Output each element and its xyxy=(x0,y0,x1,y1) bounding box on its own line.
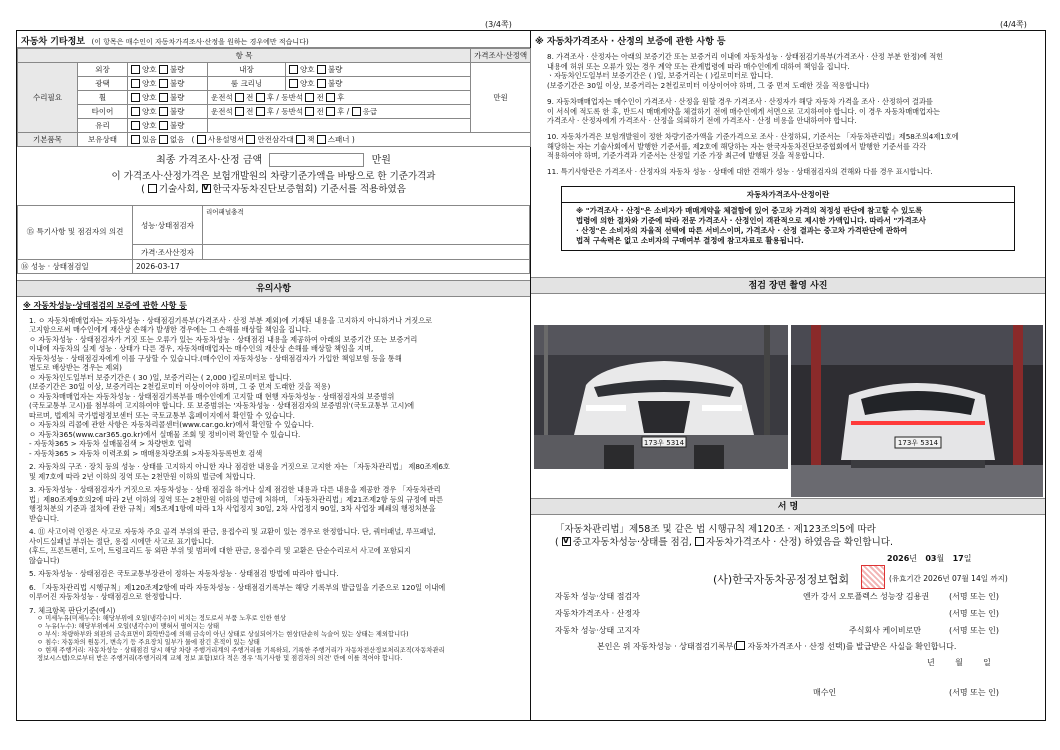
notice-line: (국토교통부 고시)를 첨부하여 고지하여야 합니다. 또 보증범위는 '자동차성능 · 상태점검자의 보증범위'(국토교통부 고시)에 xyxy=(29,401,415,411)
notice-line: 고지함으로써 매수인에게 재산상 손해가 발생한 경우에는 그 손해를 배상할 책임을 집니다. xyxy=(29,325,312,335)
notice-bar: 유의사항 xyxy=(17,280,530,297)
checkbox[interactable] xyxy=(159,79,168,88)
price-assessor-role: 자동차가격조사 · 산정자 xyxy=(555,609,640,618)
notice-list xyxy=(17,297,530,665)
checkbox[interactable] xyxy=(305,93,314,102)
price-inspector-label: 가격·조사산정자 xyxy=(133,245,203,260)
checkbox[interactable] xyxy=(235,93,244,102)
notice-line: 및 제7호에 따라 2년 이하의 징역 또는 2천만원 이하의 벌금에 처합니다. xyxy=(29,471,256,481)
price-assessor-sign: (서명 또는 인) xyxy=(949,609,999,618)
buyer-confirm: 본인은 위 자동차성능 · 상태점검기록부( 자동차가격조사 · 산정 선택)를 발급받은 사실을 확인합니다. xyxy=(597,642,957,651)
checkbox[interactable] xyxy=(256,93,265,102)
exterior-options: 양호 불량 xyxy=(128,63,208,77)
checkbox-price-select[interactable] xyxy=(736,641,745,650)
notice-line: ㅇ 자동차365(www.car365.go.kr)에서 실매물 조회 및 정비이력 확인할 수 있습니다. xyxy=(29,429,301,439)
col-price-header: 가격조사·산정액 xyxy=(471,49,531,63)
repair-price-unit: 만원 xyxy=(471,63,531,133)
notice-line: ㅇ 자동차인도일부터 보증기간은 ( 30 )일, 보증거리는 ( 2,000 )킬로미터로 합니다. xyxy=(29,372,292,382)
notice-line: 받습니다. xyxy=(29,513,60,523)
note-line: 가격조사 · 산정자에게 가격조사 · 산정을 의뢰하기 전에 가격조사 · 산정 비용을 안내하여야 합니다. xyxy=(547,116,857,126)
notice-line: 별도로 배상받는 경우는 제외) xyxy=(29,363,122,373)
notice-line: 6. 「자동차관리법 시행규칙」제120조제2항에 따라 자동차성능 · 상태점검기록부는 해당 기록부의 발급일을 기준으로 120일 이내에 xyxy=(29,582,446,592)
front-car-image xyxy=(534,325,788,469)
note-line: 10. 자동차가격은 보험개발원이 정한 차량기준가액을 기준가격으로 조사 · 산정하되, 기준서는 「자동차관리법」제58조의4제1호에 xyxy=(547,132,959,142)
rear-car-image xyxy=(791,325,1043,497)
notice-line: - 자동차365 > 자동차 이력조회 > 매매용차량조회 >자동차등록번호 검색 xyxy=(29,448,263,458)
checkbox[interactable] xyxy=(326,107,335,116)
notice-line: ㅇ 자동차성능 · 상태점검자가 거짓 또는 오류가 있는 자동차성능 · 상태점검 내용을 제공하여 아래의 보증기간 또는 보증거리 xyxy=(29,334,418,344)
checkbox-performance[interactable] xyxy=(562,537,571,546)
right-heading: ※ 자동차가격조사 · 산정의 보증에 관한 사항 등 xyxy=(535,37,726,47)
checkbox[interactable] xyxy=(326,93,335,102)
note-line: 내용에 허위 또는 오류가 있는 경우 계약 또는 관계법령에 따라 매수인에게 대하여 책임을 집니다. xyxy=(547,61,850,71)
rear-plate-text: 173우 5314 xyxy=(897,439,939,447)
inspector-role: 자동차 성능·상태 점검자 xyxy=(555,592,640,601)
checkbox[interactable] xyxy=(197,135,206,144)
row-tire: 타이어 xyxy=(78,105,128,119)
notice-line: 사이드실패널 부위는 절단, 용접 시에만 사고로 표기합니다. xyxy=(29,536,214,546)
note-8 xyxy=(537,52,1039,91)
buyer-date: 년 월 일 xyxy=(927,658,991,667)
note-line: 이 서식에 적도록 한 후, 반드시 매매계약을 체결하기 전에 매수인에게 서면으로 고지하여야 합니다. 이 경우 자동차매매업자는 xyxy=(547,106,940,116)
checkbox[interactable] xyxy=(352,107,361,116)
sign-statement-2: ( V중고자동차성능·상태를 점검, 자동차가격조사 · 산정) 하였음을 확인합니다. xyxy=(555,534,893,548)
checkbox[interactable] xyxy=(159,135,168,144)
checkbox[interactable] xyxy=(131,93,140,102)
row-glass: 유리 xyxy=(78,119,128,133)
wheel-options: 양호 불량 xyxy=(128,91,208,105)
definition-line: 법적 구속력은 없고 소비자의 구매여부 결정에 참고자료로 활용됩니다. xyxy=(576,235,804,245)
note-line: 8. 가격조사 · 산정자는 아래의 보증기간 또는 보증거리 이내에 자동차성능 · 상태점검기록부(가격조사 · 산정 부분 한정)에 적힌 xyxy=(547,52,944,61)
basic-holding: 보유상태 xyxy=(78,133,128,147)
page-number-left: (3/4쪽) xyxy=(485,20,512,29)
sign-statement-1: 「자동차관리법」제58조 및 같은 법 시행규칙 제120조 · 제123조의5에 따라 xyxy=(555,524,876,535)
notice-heading: ※ 자동차성능·상태점검의 보증에 관한 사항 등 xyxy=(23,301,187,310)
final-price-field[interactable] xyxy=(269,153,364,167)
wheel-positions: 운전석 전 후 / 동반석 전 후 xyxy=(208,91,471,105)
note-line: (보증기간은 30일 이상, 보증거리는 2천킬로미터 이상이어야 하며, 그 중 먼저 도래한 것을 적용합니다) xyxy=(547,81,870,91)
right-notes xyxy=(531,49,1045,180)
checkbox[interactable] xyxy=(159,65,168,74)
checkbox[interactable] xyxy=(296,135,305,144)
left-page xyxy=(16,30,531,721)
checkbox[interactable] xyxy=(131,65,140,74)
notice-line: ㅇ 자동차매매업자는 자동차성능 · 상태점검기록부를 매수인에게 고지할 때 현행 자동차성능 · 상태점검자의 보증범위 xyxy=(29,391,395,401)
definition-line: ※ "가격조사 · 산정"은 소비자가 매매계약을 체결함에 있어 중고차 가격의 적정성 판단에 참고할 수 있도록 xyxy=(576,205,923,215)
note-line: 9. 자동차매매업자는 매수인이 가격조사 · 산정을 원할 경우 가격조사 · 산정자가 해당 자동차 가격을 조사 · 산정하여 결과를 xyxy=(547,96,933,106)
criteria-line: 정보시스템)으로부터 받은 주행거리(주행거리계 교체 정보 포함)보다 적은 경우 '특기사항 및 점검자의 의견' 란에 이를 적어야 합니다. xyxy=(37,655,403,663)
criteria-line: ㅇ 침수: 자동차의 원동기, 변속기 등 주요장치 일부가 물에 잠긴 흔적이 있는 상태 xyxy=(37,639,260,647)
checkbox[interactable] xyxy=(317,135,326,144)
final-price-row xyxy=(17,147,530,171)
validity-period: (유효기간 2026년 07월 14일 까지) xyxy=(889,574,1008,583)
opinion-table xyxy=(17,205,530,274)
inspection-date-value: 2026-03-17 xyxy=(133,260,530,274)
notice-item-7-title: 7. 체크항목 판단기준(예시) xyxy=(29,605,116,615)
row-room-cleaning: 룸 크리닝 xyxy=(208,77,286,91)
notice-item-5: 5. 자동차성능 · 상태점검은 국토교통부장관이 정하는 자동차성능 · 상태점검 방법에 따라야 합니다. xyxy=(29,569,339,579)
col-item-header: 항 목 xyxy=(18,49,471,63)
criteria-line: ㅇ 현재 주행거리: 자동차성능 · 상태점검 당시 해당 차량 주행거리계의 주행거리를 기록하되, 기록한 주행거리가 자동차전산정보처리조직(자동차관리 xyxy=(37,647,445,655)
tire-positions: 운전석 전 후 / 동반석 전 후 / 응급 xyxy=(208,105,471,119)
notifier-name: 주식회사 케이비로만 xyxy=(849,626,922,635)
repair-label: 수리필요 xyxy=(18,63,78,133)
checkbox[interactable] xyxy=(131,79,140,88)
checkbox[interactable] xyxy=(159,93,168,102)
note-11: 11. 특기사항란은 가격조사 · 산정자의 자동차 성능 · 상태에 대한 견해가 성능 · 상태점검자의 견해와 다를 경우 표시합니다. xyxy=(547,167,933,177)
notice-line: 2. 자동차의 구조 · 장치 등의 성능 · 상태를 고지하지 아니한 자나 점검한 내용을 거짓으로 고지한 자는 「자동차관리법」 제80조제6호 xyxy=(29,462,450,472)
notice-item-7 xyxy=(23,615,524,663)
buyer-label: 매수인 xyxy=(813,688,837,697)
notice-item-6 xyxy=(23,583,524,602)
notice-line: 않습니다) xyxy=(29,555,60,565)
row-exterior: 외장 xyxy=(78,63,128,77)
glass-options: 양호 불량 xyxy=(128,119,208,133)
notifier-role: 자동차 성능·상태 고지자 xyxy=(555,626,640,635)
notice-line: 이내에 자동차의 실제 성능 · 상태가 다른 경우, 자동차매매업자는 매수인의 재산상 손해를 배상할 책임을 지며, xyxy=(29,344,374,354)
checkbox[interactable] xyxy=(235,107,244,116)
notice-item-3 xyxy=(23,485,524,523)
basis-text: 이 가격조사·산정가격은 보험개발원의 차량기준가액을 바탕으로 한 기준가격과 ( 기술사회, V 한국자동차진단보증협회) 기준서를 적용하였음 xyxy=(17,171,530,201)
criteria-line: ㅇ 누유(누수): 해당부위에서 오일(냉각수)이 맺혀서 떨어지는 상태 xyxy=(37,623,220,631)
special-notes-label: ⑮ 특기사항 및 점검자의 의견 xyxy=(18,206,133,260)
page-number-right: (4/4쪽) xyxy=(1000,20,1027,29)
definition-line: 법령에 의한 절차와 기준에 따라 전문 가격조사 · 산정인이 객관적으로 제시한 가액입니다. 따라서 "가격조사 xyxy=(576,215,926,225)
row-wheel: 휠 xyxy=(78,91,128,105)
front-photo xyxy=(534,325,788,469)
notice-line: - 자동차365 > 자동차 실매물검색 > 차량번호 입력 xyxy=(29,439,192,449)
definition-box xyxy=(561,186,1015,251)
note-line: ㆍ자동차인도일부터 보증기간은 ( )일, 보증거리는 ( )킬로미터로 합니다. xyxy=(547,71,774,81)
gloss-options: 양호 불량 xyxy=(128,77,208,91)
checkbox[interactable] xyxy=(159,121,168,130)
sign-bar: 서 명 xyxy=(531,498,1045,515)
notice-line: 1. ㅇ 자동차매매업자는 자동차성능 · 상태점검기록부(가격조사 · 산정 부분 제외)에 기재된 내용을 고지하지 아니하거나 거짓으로 xyxy=(29,315,433,325)
buyer-sign: (서명 또는 인) xyxy=(949,688,999,697)
checkbox[interactable] xyxy=(317,65,326,74)
other-info-title: 자동차 기타정보 xyxy=(21,37,85,47)
note-10 xyxy=(537,132,1039,161)
checkbox[interactable] xyxy=(256,107,265,116)
note-9 xyxy=(537,97,1039,126)
criteria-line: ㅇ 미세누유(미세누수): 해당부위에 오일(냉각수)이 비치는 정도로서 부품 노후로 인한 현상 xyxy=(37,615,286,623)
sign-date: 2026년 03월 17일 xyxy=(887,554,972,563)
checkbox[interactable] xyxy=(131,135,140,144)
notice-line: 자동차성능 · 상태점검자에게 이를 구상할 수 있습니다.(매수인이 자동차성능 · 상태점검자가 가입한 책임보험 등을 통해 xyxy=(29,353,402,363)
signature-section xyxy=(531,517,1046,722)
room-options: 양호 불량 xyxy=(286,77,471,91)
checkbox-price[interactable] xyxy=(695,537,704,546)
association-seal xyxy=(861,565,885,589)
right-page xyxy=(531,30,1046,721)
notice-item-1 xyxy=(23,316,524,459)
notice-line: 따르며, 법제처 국가법령정보센터 또는 국토교통부 홈페이지에서 확인할 수 있습니다. xyxy=(29,410,295,420)
checkbox[interactable] xyxy=(289,65,298,74)
notice-line: (보증기간은 30일 이상, 보증거리는 2천킬로미터 이상이어야 하며, 그 중 먼저 도래한 것을 적용) xyxy=(29,382,331,392)
row-gloss: 광택 xyxy=(78,77,128,91)
checkbox[interactable] xyxy=(289,79,298,88)
notice-item-2 xyxy=(23,462,524,481)
notice-item-4 xyxy=(23,527,524,565)
definition-title: 자동차가격조사·산정이란 xyxy=(562,187,1014,203)
notice-line: 행정처분의 기준과 절차에 관한 규칙」제5조제1항에 따라 1차 사업정지 30일, 2차 사업정지 90일, 3차 사업장 폐쇄의 행정처분을 xyxy=(29,504,436,514)
row-interior: 내장 xyxy=(208,63,286,77)
definition-line: · 산정"은 소비자의 자율적 선택에 따른 서비스이며, 가격조사 · 산정 결과는 중고차 가격판단에 관하여 xyxy=(576,225,908,235)
notice-line: 법」제80조제9호의2에 따라 2년 이하의 징역 또는 2천만원 이하의 벌금에 처하며, 「자동차관리법」제21조제2항 등의 규정에 따른 xyxy=(29,494,444,504)
inspector-opinion: 리어패널충격 xyxy=(203,206,530,245)
criteria-line: ㅇ 부식: 차량하부와 외판의 금속표면이 화학반응에 의해 금속이 아닌 상태로 상실되어가는 현상(단순히 녹슬어 있는 상태는 제외합니다) xyxy=(37,631,409,639)
other-info-header xyxy=(17,31,530,48)
basic-options: 있음 없음 ( 사용설명서 안전삼각대 잭 스패너 ) xyxy=(128,133,531,147)
notifier-sign: (서명 또는 인) xyxy=(949,626,999,635)
checkbox[interactable] xyxy=(246,135,255,144)
inspector-label: 성능·상태점검자 xyxy=(133,206,203,245)
front-plate-text: 173우 5314 xyxy=(643,439,685,447)
note-line: 해당하는 자는 기술사회에서 발행한 기준서를, 제2호에 해당하는 자는 한국자동차진단보증협회에서 발행한 기준서를 각각 xyxy=(547,141,927,151)
note-line: 적용하여야 하며, 기준가격과 기준서는 산정일 기준 가장 최근에 발행된 것을 적용합니다. xyxy=(547,151,825,161)
definition-body xyxy=(562,203,1014,246)
final-price-unit: 만원 xyxy=(371,155,391,166)
interior-options: 양호 불량 xyxy=(286,63,471,77)
checkbox[interactable] xyxy=(305,107,314,116)
tire-options: 양호 불량 xyxy=(128,105,208,119)
photo-bar: 점검 장면 촬영 사진 xyxy=(531,277,1045,294)
inspection-date-label: ⑯ 성능 · 상태점검일 xyxy=(18,260,133,274)
final-price-label: 최종 가격조사·산정 금액 xyxy=(156,155,263,166)
checkbox-tech-society[interactable] xyxy=(148,184,157,193)
checkbox[interactable] xyxy=(317,79,326,88)
association-name: (사)한국자동차공정정보협회 xyxy=(713,573,850,586)
notice-line: 3. 자동차성능 · 상태점검자가 거짓으로 자동차성능 · 상태 점검을 하거나 실제 점검한 내용과 다른 내용을 제공한 경우 「자동차관리 xyxy=(29,485,441,495)
other-info-note: (이 항목은 매수인이 자동차가격조사·산정을 원하는 경우에만 적습니다) xyxy=(91,38,309,46)
notice-line: ㅇ 자동차의 리콜에 관한 사항은 자동차리콜센터(www.car.go.kr)에서 확인할 수 있습니다. xyxy=(29,420,314,430)
checkbox[interactable] xyxy=(159,107,168,116)
checkbox[interactable] xyxy=(131,121,140,130)
notice-line: (후드, 프론트펜더, 도어, 트렁크리드 등 외판 부위 및 범퍼에 대한 판금, 용접수리 및 교환은 단순수리로서 사고에 포함되지 xyxy=(29,546,411,556)
rear-photo xyxy=(791,325,1043,497)
basic-label: 기본품목 xyxy=(18,133,78,147)
inspector-name: 엔카 강서 오토플렉스 성능장 김용권 xyxy=(803,592,930,601)
checkbox[interactable] xyxy=(131,107,140,116)
notice-line: 이루어진 자동차성능 · 상태점검으로 한정합니다. xyxy=(29,592,182,602)
inspector-sign: (서명 또는 인) xyxy=(949,592,999,601)
checkbox-diagnosis-assoc[interactable] xyxy=(202,184,211,193)
notice-line: 4. ⑪ 사고이력 인정은 사고로 자동차 주요 골격 부위의 판금, 용접수리 및 교환이 있는 경우로 한정합니다. 단, 쿼터패널, 루프패널, xyxy=(29,527,436,537)
other-info-table xyxy=(17,48,531,147)
